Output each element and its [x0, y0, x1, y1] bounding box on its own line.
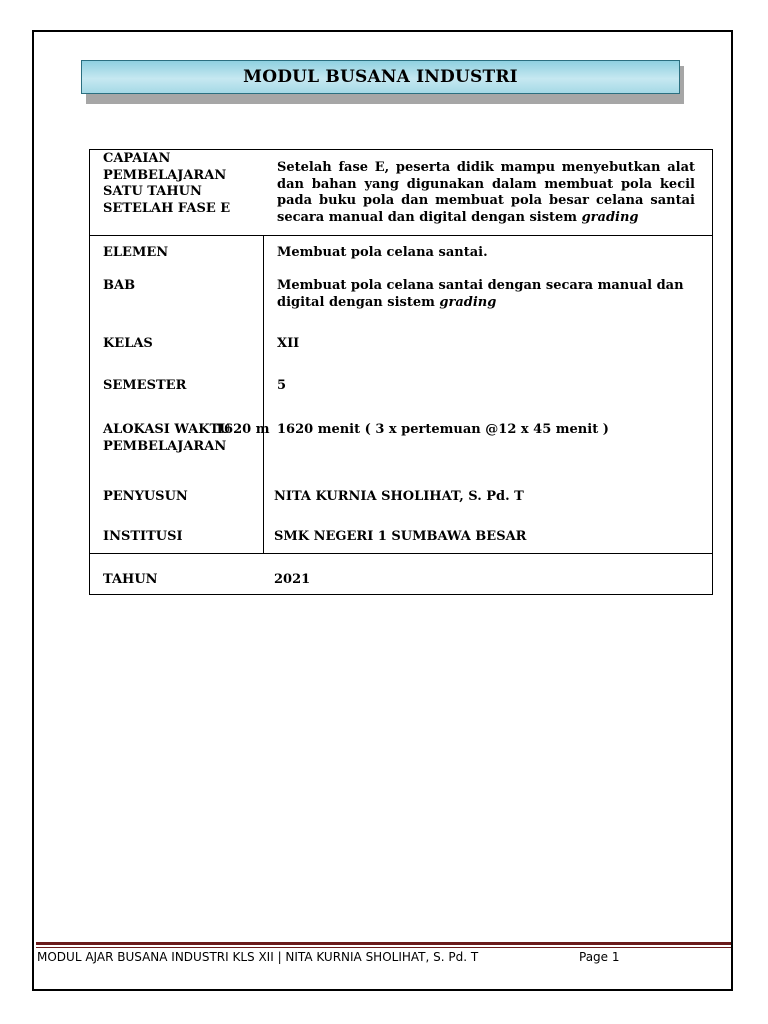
- elemen-label: ELEMEN: [103, 245, 169, 260]
- capaian-label-line: SETELAH FASE E: [103, 200, 231, 216]
- alokasi-label-line: PEMBELAJARAN: [103, 438, 227, 454]
- elemen-value: Membuat pola celana santai.: [277, 245, 488, 260]
- bab-value-italic: grading: [439, 294, 497, 310]
- penyusun-value: NITA KURNIA SHOLIHAT, S. Pd. T: [274, 489, 524, 504]
- row-divider-capaian: [90, 235, 712, 236]
- alokasi-value: 1620 menit ( 3 x pertemuan @12 x 45 menit ): [277, 422, 609, 437]
- semester-label: SEMESTER: [103, 378, 187, 393]
- alokasi-label-line: ALOKASI WAKTU: [103, 422, 231, 437]
- bab-value-line: Membuat pola celana santai dengan secara manual dan: [277, 278, 684, 293]
- tahun-label: TAHUN: [103, 572, 158, 587]
- kelas-label: KELAS: [103, 336, 153, 351]
- kelas-value: XII: [277, 336, 300, 351]
- capaian-label-line: SATU TAHUN: [103, 184, 202, 199]
- module-title-text: MODUL BUSANA INDUSTRI: [243, 67, 518, 87]
- module-title: [81, 60, 680, 94]
- footer-text: MODUL AJAR BUSANA INDUSTRI KLS XII | NITA KURNIA SHOLIHAT, S. Pd. T: [37, 950, 479, 964]
- footer-rule-thick: [36, 942, 731, 945]
- bab-label: BAB: [103, 278, 136, 293]
- capaian-label: [103, 151, 230, 217]
- capaian-value: [277, 160, 695, 226]
- capaian-label-line: CAPAIAN: [103, 151, 171, 166]
- capaian-value-text: Setelah fase E, peserta didik mampu menyebutkan alat dan bahan yang digunakan dalam membuat pola kecil pada buku pola dan membuat pola besar celana santai secara manual dan digital dengan sistem: [277, 160, 695, 225]
- tahun-value: 2021: [274, 572, 311, 587]
- bab-value-line: [277, 295, 684, 312]
- info-table: [89, 149, 713, 595]
- column-divider: [263, 235, 264, 553]
- page-number: Page 1: [579, 950, 620, 964]
- semester-value: 5: [277, 378, 287, 393]
- alokasi-overlap-text: 1620 m: [215, 422, 270, 437]
- bab-value-text: digital dengan sistem: [277, 294, 440, 310]
- footer-rule-thin: [36, 947, 731, 948]
- alokasi-label: [103, 422, 231, 455]
- institusi-value: SMK NEGERI 1 SUMBAWA BESAR: [274, 529, 527, 544]
- bab-value: [277, 278, 684, 311]
- capaian-label-line: PEMBELAJARAN: [103, 167, 227, 183]
- capaian-value-italic: grading: [581, 209, 639, 225]
- row-divider-tahun: [90, 553, 712, 554]
- institusi-label: INSTITUSI: [103, 529, 183, 544]
- penyusun-label: PENYUSUN: [103, 489, 188, 504]
